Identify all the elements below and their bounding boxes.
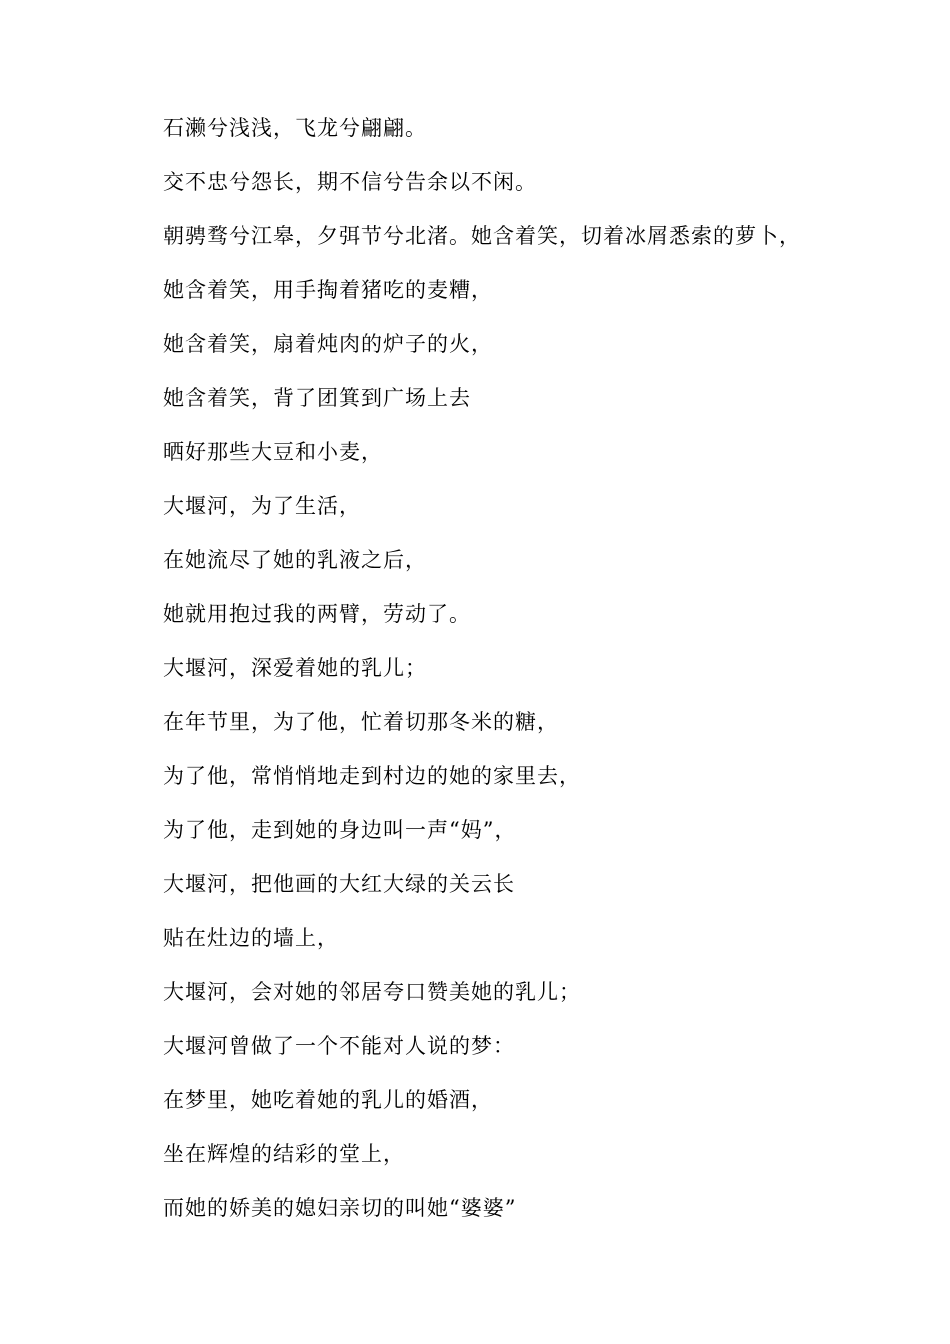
poem-line: 在梦里，她吃着她的乳儿的婚酒， — [163, 1088, 493, 1112]
poem-line: 石濑兮浅浅，飞龙兮翩翩。 — [163, 116, 427, 140]
poem-line: 大堰河曾做了一个不能对人说的梦： — [163, 1034, 515, 1058]
poem-line: 在她流尽了她的乳液之后， — [163, 548, 427, 572]
poem-line: 为了他，常悄悄地走到村边的她的家里去， — [163, 764, 581, 788]
poem-line: 朝骋骛兮江皋，夕弭节兮北渚。她含着笑，切着冰屑悉索的萝卜， — [163, 224, 801, 248]
poem-line: 坐在辉煌的结彩的堂上， — [163, 1142, 405, 1166]
poem-line: 贴在灶边的墙上， — [163, 926, 339, 950]
poem-line: 大堰河，为了生活， — [163, 494, 361, 518]
poem-line: 为了他，走到她的身边叫一声“妈”， — [163, 818, 517, 842]
poem-line: 她就用抱过我的两臂，劳动了。 — [163, 602, 471, 626]
poem-line: 交不忠兮怨长，期不信兮告余以不闲。 — [163, 170, 537, 194]
poem-line: 大堰河，会对她的邻居夸口赞美她的乳儿； — [163, 980, 581, 1004]
poem-line: 而她的娇美的媳妇亲切的叫她“婆婆” — [163, 1196, 517, 1220]
poem-line: 晒好那些大豆和小麦， — [163, 440, 383, 464]
poem-line: 在年节里，为了他，忙着切那冬米的糖， — [163, 710, 559, 734]
poem-line: 她含着笑，用手掏着猪吃的麦糟， — [163, 278, 493, 302]
poem-line: 大堰河，深爱着她的乳儿； — [163, 656, 427, 680]
poem-line: 她含着笑，背了团箕到广场上去 — [163, 386, 471, 410]
poem-line: 她含着笑，扇着炖肉的炉子的火， — [163, 332, 493, 356]
poem-line: 大堰河，把他画的大红大绿的关云长 — [163, 872, 515, 896]
poem-text-block — [163, 112, 923, 1246]
